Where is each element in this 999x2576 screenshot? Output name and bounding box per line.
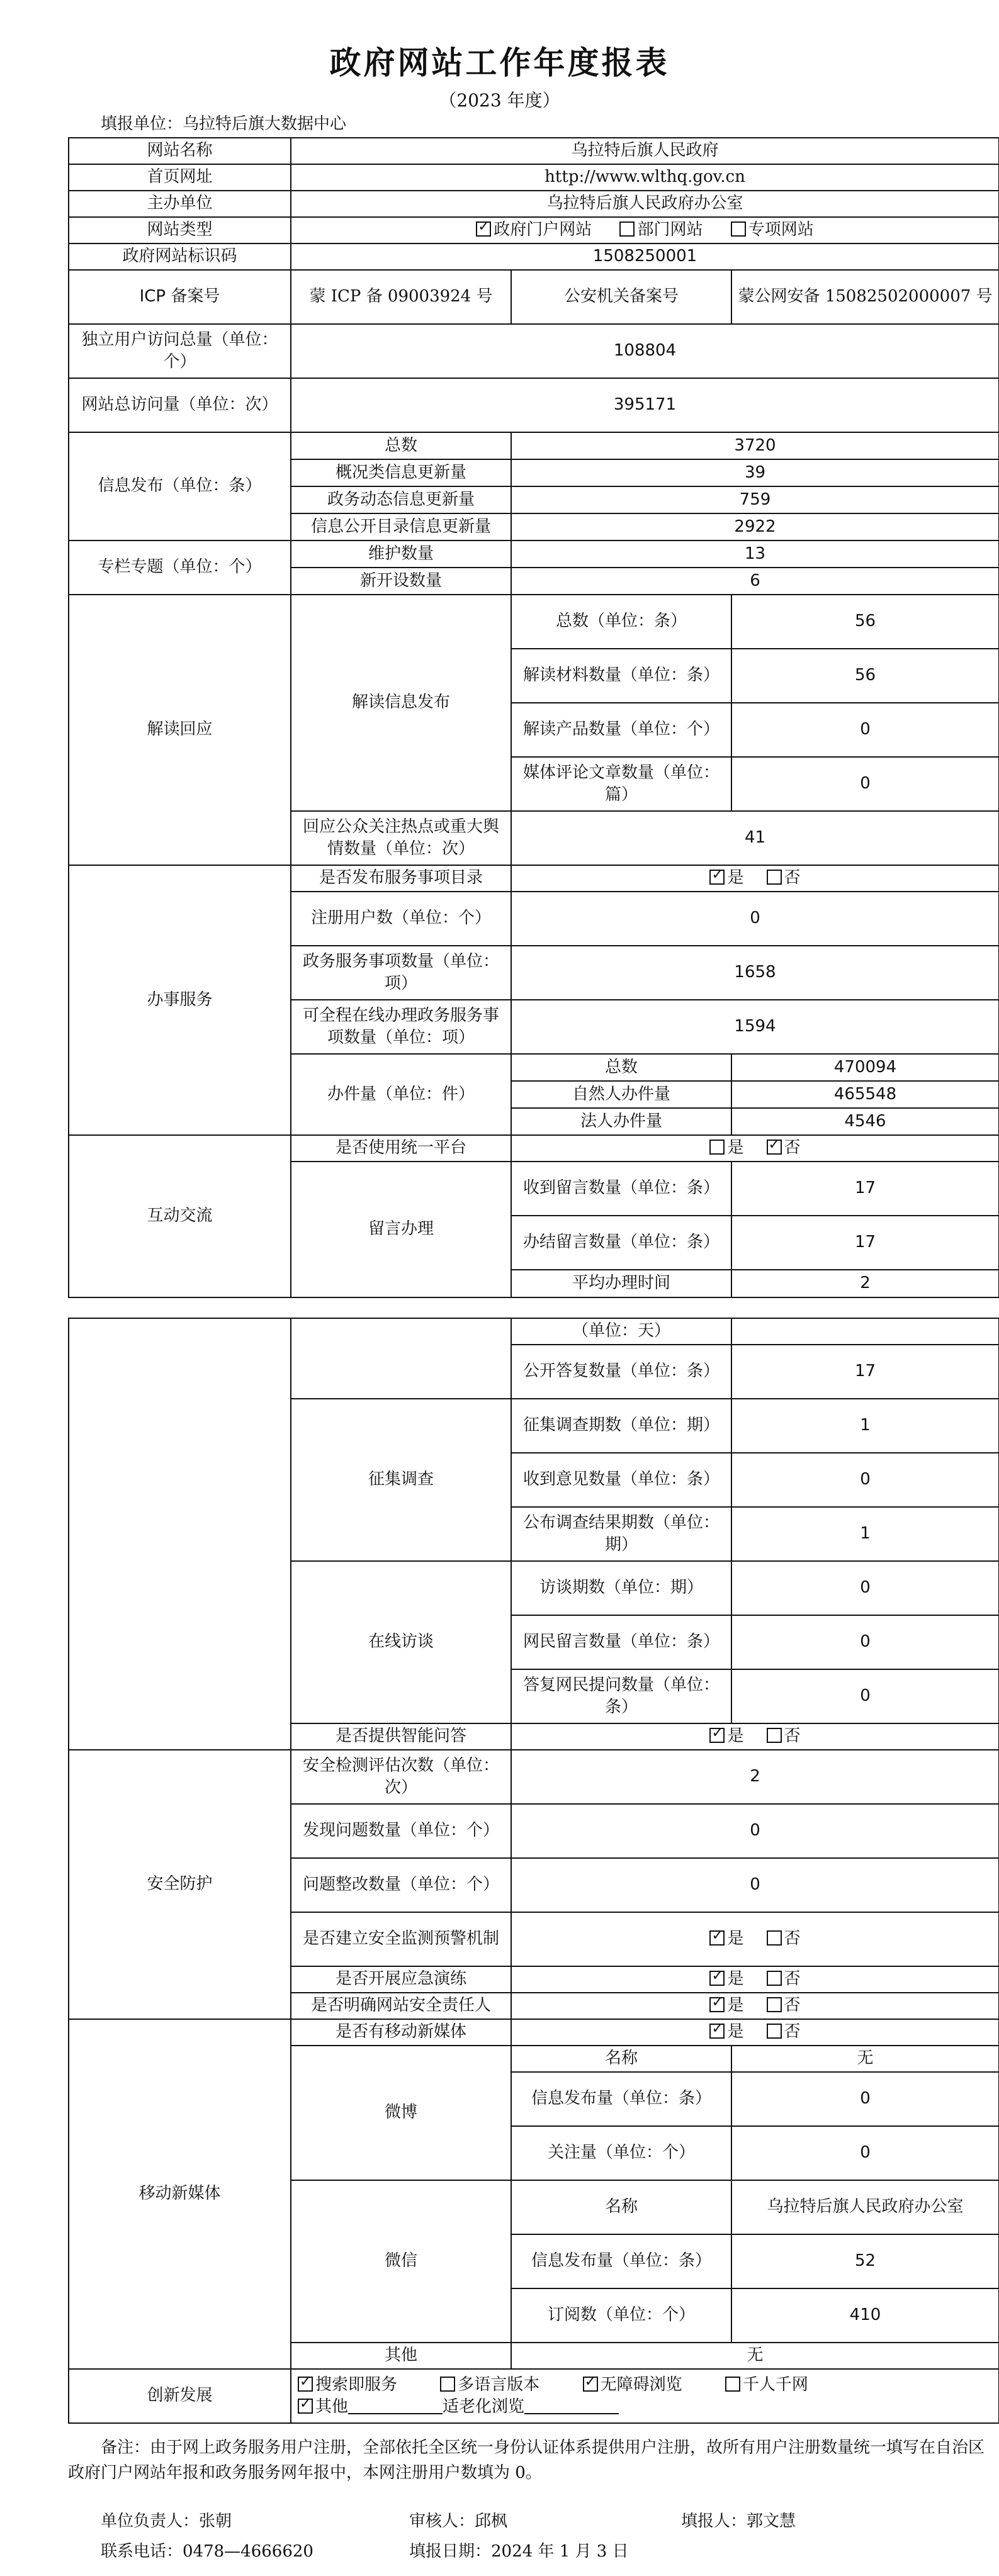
interpret-row-label: 媒体评论文章数量（单位：篇） bbox=[511, 757, 731, 811]
unit-leader: 单位负责人：张朝 bbox=[101, 2512, 232, 2531]
info-row-value: 759 bbox=[511, 486, 999, 513]
info-row-label: 总数 bbox=[291, 432, 511, 459]
column-label: 专栏专题（单位：个） bbox=[69, 540, 291, 595]
volume-row-value: 465548 bbox=[731, 1081, 999, 1108]
security-row-value: 0 bbox=[511, 1858, 999, 1912]
interpret-sub-label: 解读信息发布 bbox=[291, 595, 511, 811]
unchecked-box-icon bbox=[440, 2377, 455, 2392]
response-value: 41 bbox=[511, 811, 999, 865]
has-mobile-label: 是否有移动新媒体 bbox=[291, 2019, 511, 2046]
smart-qa-label: 是否提供智能问答 bbox=[291, 1723, 511, 1750]
avg-time-unit: （单位：天） bbox=[511, 1318, 731, 1345]
checked-box-icon bbox=[709, 1971, 725, 1986]
other-media-value: 无 bbox=[511, 2343, 999, 2369]
column-row-value: 6 bbox=[511, 568, 999, 595]
pv-label: 网站总访问量（单位：次） bbox=[69, 378, 291, 432]
wechat-row-label: 订阅数（单位：个） bbox=[511, 2288, 731, 2343]
interview-row-label: 网民留言数量（单位：条） bbox=[511, 1615, 731, 1669]
security-row-label: 问题整改数量（单位：个） bbox=[291, 1858, 511, 1912]
info-label: 信息发布（单位：条） bbox=[69, 432, 291, 540]
checked-box-icon bbox=[709, 870, 725, 885]
monitor-label: 是否建立安全监测预警机制 bbox=[291, 1912, 511, 1966]
blank-line bbox=[348, 2399, 443, 2414]
column-row-label: 新开设数量 bbox=[291, 568, 511, 595]
unchecked-box-icon bbox=[767, 2024, 782, 2039]
drill-label: 是否开展应急演练 bbox=[291, 1966, 511, 1993]
site-type-options bbox=[291, 217, 999, 244]
weibo-row-label: 信息发布量（单位：条） bbox=[511, 2072, 731, 2126]
contact-phone: 联系电话：0478—4666620 bbox=[101, 2542, 313, 2561]
unchecked-box-icon bbox=[709, 1140, 725, 1155]
report-date: 填报日期：2024 年 1 月 3 日 bbox=[409, 2542, 629, 2561]
interpret-row-label: 解读材料数量（单位：条） bbox=[511, 649, 731, 703]
site-url-label: 首页网址 bbox=[69, 164, 291, 191]
checked-box-icon bbox=[709, 1930, 725, 1946]
report-table-part1 bbox=[68, 137, 999, 1298]
registered-users-value: 0 bbox=[511, 892, 999, 946]
interact-label: 互动交流 bbox=[69, 1135, 291, 1297]
innovate-personalized: 千人千网 bbox=[725, 2374, 808, 2396]
reporter: 填报人：郭文慧 bbox=[681, 2512, 796, 2531]
checked-box-icon bbox=[709, 1728, 725, 1743]
message-row-label: 收到留言数量（单位：条） bbox=[511, 1162, 731, 1216]
service-label: 办事服务 bbox=[69, 865, 291, 1135]
checked-box-icon bbox=[709, 2024, 725, 2039]
unchecked-box-icon bbox=[767, 1728, 782, 1743]
interpret-row-value: 0 bbox=[731, 757, 999, 811]
unchecked-box-icon bbox=[767, 1971, 782, 1986]
checked-box-icon bbox=[476, 221, 491, 237]
site-name: 乌拉特后旗人民政府 bbox=[291, 138, 999, 164]
uv-label: 独立用户访问总量（单位：个） bbox=[69, 324, 291, 378]
info-row-value: 3720 bbox=[511, 432, 999, 459]
unchecked-box-icon bbox=[767, 870, 782, 885]
survey-row-label: 收到意见数量（单位：条） bbox=[511, 1453, 731, 1507]
security-label: 安全防护 bbox=[69, 1750, 291, 2019]
volume-row-value: 4546 bbox=[731, 1108, 999, 1135]
wechat-label: 微信 bbox=[291, 2180, 511, 2343]
report-table-part2 bbox=[68, 1318, 999, 2424]
column-row-label: 维护数量 bbox=[291, 540, 511, 568]
host-label: 主办单位 bbox=[69, 191, 291, 217]
checked-box-icon bbox=[767, 1140, 782, 1155]
interpret-row-value: 0 bbox=[731, 703, 999, 757]
interpret-row-label: 解读产品数量（单位：个） bbox=[511, 703, 731, 757]
interview-row-label: 访谈期数（单位：期） bbox=[511, 1561, 731, 1615]
survey-row-label: 公布调查结果期数（单位：期） bbox=[511, 1507, 731, 1561]
message-row-value: 2 bbox=[731, 1270, 999, 1297]
survey-row-label: 征集调查期数（单位：期） bbox=[511, 1399, 731, 1453]
other-media-label: 其他 bbox=[291, 2343, 511, 2369]
has-mobile-options: ✓ 是 否 bbox=[511, 2019, 999, 2046]
notes: 备注：由于网上政务服务用户注册，全部依托全区统一身份认证体系提供用户注册，故所有用户注册数量统一填写在自治区政府门户网站年报和政务服务网年报中，本网注册用户数填为 0。 bbox=[68, 2438, 985, 2482]
unchecked-box-icon bbox=[767, 1930, 782, 1946]
service-items-value: 1658 bbox=[511, 946, 999, 1000]
volume-row-value: 470094 bbox=[731, 1054, 999, 1081]
weibo-label: 微博 bbox=[291, 2046, 511, 2180]
info-row-label: 概况类信息更新量 bbox=[291, 459, 511, 486]
weibo-row-value: 无 bbox=[731, 2046, 999, 2072]
survey-label: 征集调查 bbox=[291, 1399, 511, 1561]
blank-line bbox=[524, 2399, 619, 2414]
security-row-value: 2 bbox=[511, 1750, 999, 1804]
site-type-department: 部门网站 bbox=[619, 219, 703, 241]
wechat-row-label: 名称 bbox=[511, 2180, 731, 2234]
platform-label: 是否使用统一平台 bbox=[291, 1135, 511, 1162]
pv-value: 395171 bbox=[291, 378, 999, 432]
innovate-search-service: ✓搜索即服务 bbox=[298, 2374, 397, 2396]
checked-box-icon bbox=[298, 2377, 313, 2392]
response-label: 回应公众关注热点或重大舆情数量（单位：次） bbox=[291, 811, 511, 865]
message-row-label: 平均办理时间 bbox=[511, 1270, 731, 1297]
checked-box-icon bbox=[298, 2399, 313, 2414]
security-row-label: 安全检测评估次数（单位：次） bbox=[291, 1750, 511, 1804]
site-code: 1508250001 bbox=[291, 244, 999, 270]
unchecked-box-icon bbox=[725, 2377, 740, 2392]
police-number: 蒙公网安备 15082502000007 号 bbox=[731, 270, 999, 324]
uv-value: 108804 bbox=[291, 324, 999, 378]
survey-row-value: 1 bbox=[731, 1399, 999, 1453]
volume-row-label: 自然人办件量 bbox=[511, 1081, 731, 1108]
filler-unit: 填报单位：乌拉特后旗大数据中心 bbox=[101, 115, 347, 133]
volume-row-label: 总数 bbox=[511, 1054, 731, 1081]
online-items-label: 可全程在线办理政务服务事项数量（单位：项） bbox=[291, 1000, 511, 1054]
interact-continued bbox=[69, 1318, 291, 1750]
message-row-value: 17 bbox=[731, 1162, 999, 1216]
service-catalog-options: ✓ 是 否 bbox=[511, 865, 999, 892]
smart-qa-options: ✓ 是 否 bbox=[511, 1723, 999, 1750]
registered-users-label: 注册用户数（单位：个） bbox=[291, 892, 511, 946]
reply-label: 公开答复数量（单位：条） bbox=[511, 1345, 731, 1399]
drill-options: ✓ 是 否 bbox=[511, 1966, 999, 1993]
site-type-label: 网站类型 bbox=[69, 217, 291, 244]
monitor-options: ✓ 是 否 bbox=[511, 1912, 999, 1966]
volume-row-label: 法人办件量 bbox=[511, 1108, 731, 1135]
interpret-row-value: 56 bbox=[731, 649, 999, 703]
site-code-label: 政府网站标识码 bbox=[69, 244, 291, 270]
platform-options: 是✓ 否 bbox=[511, 1135, 999, 1162]
interpret-label: 解读回应 bbox=[69, 595, 291, 865]
innovate-other: ✓其他 适老化浏览 bbox=[298, 2396, 619, 2418]
unchecked-box-icon bbox=[767, 1997, 782, 2012]
message-label: 留言办理 bbox=[291, 1162, 511, 1297]
host-unit: 乌拉特后旗人民政府办公室 bbox=[291, 191, 999, 217]
reply-value: 17 bbox=[731, 1345, 999, 1399]
interview-row-value: 0 bbox=[731, 1561, 999, 1615]
wechat-row-value: 410 bbox=[731, 2288, 999, 2343]
innovate-multilang: 多语言版本 bbox=[440, 2374, 539, 2396]
weibo-row-label: 关注量（单位：个） bbox=[511, 2126, 731, 2180]
interview-row-value: 0 bbox=[731, 1669, 999, 1723]
message-continued bbox=[291, 1318, 511, 1399]
responsible-options: ✓ 是 否 bbox=[511, 1993, 999, 2019]
avg-time-unit-value bbox=[731, 1318, 999, 1345]
innovate-accessible: ✓ 无障碍浏览 bbox=[583, 2374, 682, 2396]
info-row-label: 政务动态信息更新量 bbox=[291, 486, 511, 513]
site-url: http://www.wlthq.gov.cn bbox=[291, 164, 999, 191]
unchecked-box-icon bbox=[731, 221, 746, 237]
wechat-row-value: 52 bbox=[731, 2234, 999, 2288]
auditor: 审核人：邱枫 bbox=[409, 2512, 508, 2531]
site-name-label: 网站名称 bbox=[69, 138, 291, 164]
service-items-label: 政务服务事项数量（单位：项） bbox=[291, 946, 511, 1000]
security-row-label: 发现问题数量（单位：个） bbox=[291, 1804, 511, 1858]
report-year: （2023 年度） bbox=[439, 90, 560, 111]
volume-label: 办件量（单位：件） bbox=[291, 1054, 511, 1135]
interpret-row-label: 总数（单位：条） bbox=[511, 595, 731, 649]
info-row-value: 39 bbox=[511, 459, 999, 486]
responsible-label: 是否明确网站安全责任人 bbox=[291, 1993, 511, 2019]
report-title: 政府网站工作年度报表 bbox=[329, 44, 670, 81]
weibo-row-value: 0 bbox=[731, 2072, 999, 2126]
innovate-label: 创新发展 bbox=[69, 2369, 291, 2423]
message-row-value: 17 bbox=[731, 1216, 999, 1270]
survey-row-value: 1 bbox=[731, 1507, 999, 1561]
message-row-label: 办结留言数量（单位：条） bbox=[511, 1216, 731, 1270]
weibo-row-label: 名称 bbox=[511, 2046, 731, 2072]
checked-box-icon bbox=[709, 1997, 725, 2012]
innovate-options bbox=[291, 2369, 999, 2423]
column-row-value: 13 bbox=[511, 540, 999, 568]
wechat-row-value: 乌拉特后旗人民政府办公室 bbox=[731, 2180, 999, 2234]
checked-box-icon bbox=[583, 2377, 598, 2392]
info-row-label: 信息公开目录信息更新量 bbox=[291, 513, 511, 540]
site-type-portal: ✓ 政府门户网站 bbox=[476, 219, 592, 241]
site-type-special: 专项网站 bbox=[731, 219, 814, 241]
online-items-value: 1594 bbox=[511, 1000, 999, 1054]
interview-label: 在线访谈 bbox=[291, 1561, 511, 1723]
icp-label: ICP 备案号 bbox=[69, 270, 291, 324]
interpret-row-value: 56 bbox=[731, 595, 999, 649]
weibo-row-value: 0 bbox=[731, 2126, 999, 2180]
icp-number: 蒙 ICP 备 09003924 号 bbox=[291, 270, 511, 324]
interview-row-label: 答复网民提问数量（单位：条） bbox=[511, 1669, 731, 1723]
security-row-value: 0 bbox=[511, 1804, 999, 1858]
survey-row-value: 0 bbox=[731, 1453, 999, 1507]
interview-row-value: 0 bbox=[731, 1615, 999, 1669]
info-row-value: 2922 bbox=[511, 513, 999, 540]
wechat-row-label: 信息发布量（单位：条） bbox=[511, 2234, 731, 2288]
service-catalog-label: 是否发布服务事项目录 bbox=[291, 865, 511, 892]
unchecked-box-icon bbox=[619, 221, 635, 237]
mobile-label: 移动新媒体 bbox=[69, 2019, 291, 2369]
police-label: 公安机关备案号 bbox=[511, 270, 731, 324]
